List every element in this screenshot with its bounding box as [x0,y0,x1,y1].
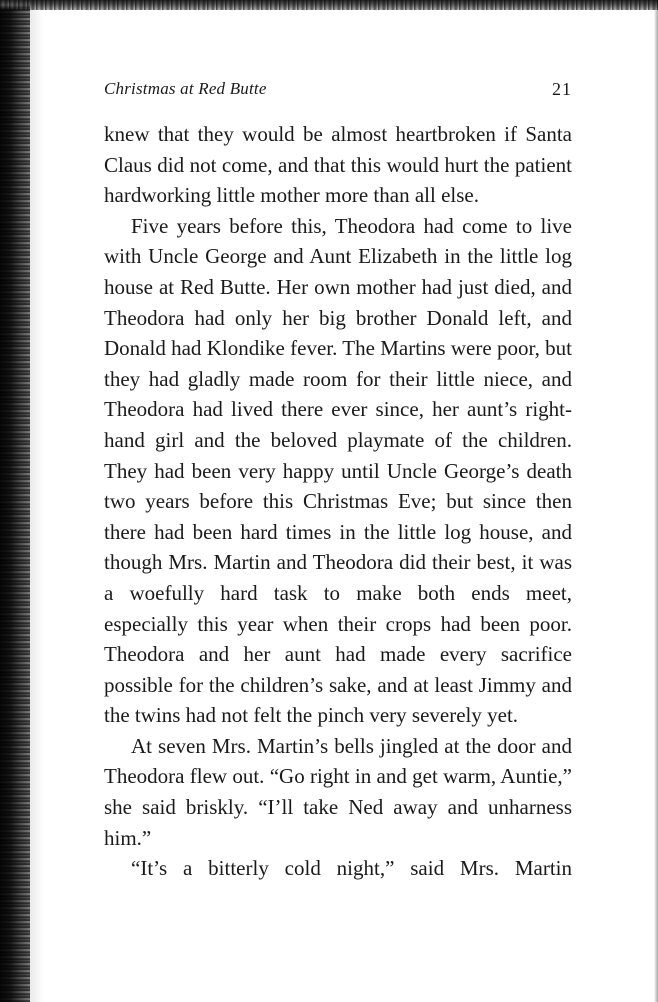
paragraph: Five years before this, Theodora had come to live with Uncle George and Aunt Elizabeth in the little log house at Red Butte. Her own mother had just died, and Theodora had only her big brother Donald left, and Donald had Klondike fever. The Martins were poor, but they had gladly made room for their little niece, and Theodora had lived there ever since, her aunt’s right-hand girl and the beloved playmate of the children. They had been very happy until Uncle George’s death two years before this Christmas Eve; but since then there had been hard times in the little log house, and though Mrs. Martin and Theodora did their best, it was a woefully hard task to make both ends meet, especially this year when their crops had been poor. Theodora and her aunt had made every sacrifice possible for the children’s sake, and at least Jimmy and the twins had not felt the pinch very severely yet. [104,213,572,728]
paragraph: At seven Mrs. Martin’s bells jingled at the door and Theodora flew out. “Go right in and get warm, Auntie,” she said briskly. “I’ll take Ned away and unharness him.” [104,733,572,850]
page-number: 21 [552,79,572,99]
scanned-top-edge [0,0,658,10]
running-title: Christmas at Red Butte [104,79,267,98]
scanned-right-edge [654,0,658,1002]
paragraph-continues: “It’s a bitterly cold night,” said Mrs. Martin [131,856,572,881]
paragraph-continuation: knew that they would be almost heartbroken if Santa Claus did not come, and that this would hurt the patient hardworking little mother more than all else. [104,122,572,208]
running-head [104,74,572,104]
body-text [104,119,572,884]
scanned-binding-edge [0,0,30,1002]
